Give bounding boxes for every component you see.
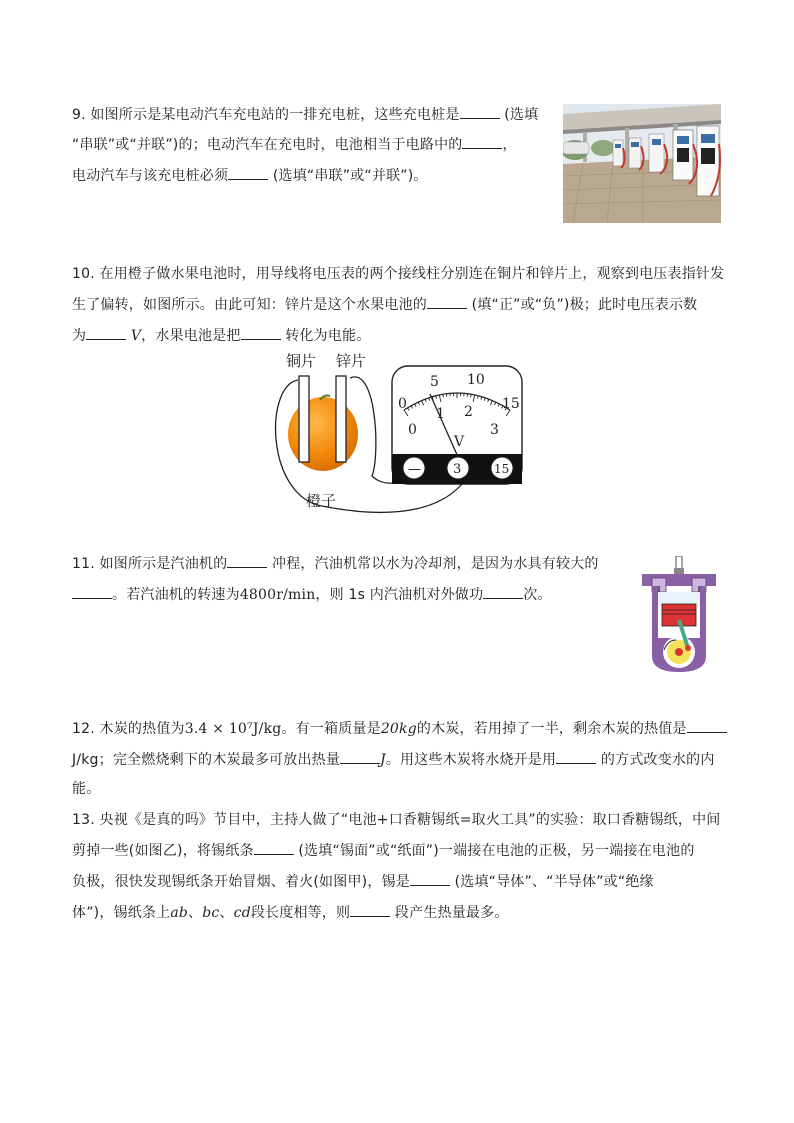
mass-value: 20kg [380, 721, 417, 737]
q11-text: ，则 1s 内汽油机对外做功 [315, 587, 484, 603]
q13-text: 负极，很快发现锡纸条开始冒烟、着火(如图甲)，锡是 [72, 874, 410, 890]
terminal-15: 15 [494, 462, 510, 476]
copper-plate [299, 376, 309, 462]
q12-text: 。用这些木炭将水烧开是用 [385, 752, 557, 768]
voltmeter [392, 366, 522, 484]
scale-top-0: 0 [398, 396, 407, 412]
unit-joule: J [380, 752, 386, 768]
scale-bottom-0: 0 [408, 422, 417, 438]
q13-line4 [72, 902, 509, 923]
q13-line3 [72, 871, 654, 892]
separator: 、 [219, 905, 234, 921]
q10-text: 转化为电能。 [280, 328, 371, 344]
q13-text: 剪掉一些(如图乙)，将锡纸条 [72, 843, 254, 859]
heat-value: 3.4 × 10⁷J/kg [184, 721, 282, 737]
terminal-3: 3 [453, 462, 462, 477]
answer-blank[interactable] [241, 325, 281, 340]
answer-blank[interactable] [254, 840, 294, 855]
q9-text: (选填 [499, 107, 539, 123]
q13-line2 [72, 840, 695, 861]
q13-text: 段长度相等，则 [250, 905, 351, 921]
q10-line1 [72, 264, 724, 284]
segment-cd: cd [233, 905, 251, 921]
zinc-label: 锌片 [336, 352, 367, 370]
q13-text: 体”)，锡纸条上 [72, 905, 171, 921]
answer-blank[interactable] [86, 325, 126, 340]
copper-label: 铜片 [286, 352, 317, 370]
answer-blank[interactable] [227, 553, 267, 568]
answer-blank[interactable] [483, 584, 523, 599]
q13-text: 13. 央视《是真的吗》节目中，主持人做了“电池+口香糖锡纸=取火工具”的实验：取口香糖锡纸，中间 [72, 812, 721, 828]
segment-bc: bc [202, 905, 220, 921]
q13-text: (选填“导体”、“半导体”或“绝缘 [449, 874, 654, 890]
q10-text: 10. 在用橙子做水果电池时，用导线将电压表的两个接线柱分别连在铜片和锌片上，观察到电压表指针发 [72, 266, 725, 282]
answer-blank[interactable] [556, 749, 596, 764]
q11-text: 。若汽油机的转速为 [112, 587, 240, 603]
orange-label: 橙子 [306, 492, 337, 510]
q11-text: 11. 如图所示是汽油机的 [72, 556, 228, 572]
answer-blank[interactable] [687, 718, 727, 733]
q10-text: 为 [72, 328, 87, 344]
q11-line1 [72, 553, 599, 574]
q12-line1 [72, 718, 727, 739]
fruit-battery-figure [262, 346, 532, 522]
answer-blank[interactable] [340, 749, 380, 764]
q10-text: ，水果电池是把 [141, 328, 241, 344]
q9-text: ， [502, 137, 517, 153]
separator: 、 [188, 905, 203, 921]
answer-blank[interactable] [410, 871, 450, 886]
q13-line1 [72, 810, 720, 830]
q12-text: J/kg；完全燃烧剩下的木炭最多可放出热量 [72, 752, 341, 768]
answer-blank[interactable] [427, 294, 467, 309]
q9-line3 [72, 165, 428, 186]
q9-text: (选填“串联”或“并联”)。 [268, 168, 428, 184]
scale-top-15: 15 [502, 396, 520, 412]
q10-line3 [72, 325, 370, 346]
answer-blank[interactable] [460, 104, 500, 119]
unit-volt: V [130, 328, 142, 344]
answer-blank[interactable] [228, 165, 268, 180]
answer-blank[interactable] [350, 902, 390, 917]
q9-text: “串联”或“并联”)的；电动汽车在充电时，电池相当于电路中的 [72, 137, 463, 153]
q12-line3 [72, 779, 100, 799]
q10-text: 生了偏转，如图所示。由此可知：锌片是这个水果电池的 [72, 297, 427, 313]
q12-text: 12. 木炭的热值为 [72, 721, 185, 737]
terminal-negative: — [408, 462, 421, 477]
scale-top-10: 10 [467, 372, 485, 388]
scale-tick [471, 394, 472, 397]
charging-station-photo [563, 104, 721, 223]
scale-tick [443, 394, 444, 397]
q12-text: 。有一箱质量是 [281, 721, 381, 737]
q11-line2 [72, 584, 552, 605]
scale-top-5: 5 [430, 374, 439, 390]
q9-line1 [72, 104, 538, 125]
answer-blank[interactable] [72, 584, 112, 599]
scale-bottom-2: 2 [464, 404, 473, 420]
q9-line2 [72, 134, 517, 155]
q10-line2 [72, 294, 697, 315]
scale-bottom-3: 3 [490, 422, 499, 438]
engine-speed: 4800r/min [239, 587, 316, 603]
answer-blank[interactable] [462, 134, 502, 149]
q12-text: 的方式改变水的内 [596, 752, 715, 768]
q11-text: 冲程，汽油机常以水为冷却剂，是因为水具有较大的 [267, 556, 599, 572]
q12-text: 能。 [72, 781, 101, 797]
gasoline-engine-figure [638, 556, 720, 674]
scale-bottom-1: 1 [436, 406, 445, 422]
q12-line2 [72, 749, 715, 770]
q12-text: 的木炭，若用掉了一半，剩余木炭的热值是 [416, 721, 687, 737]
volt-unit: V [454, 434, 465, 450]
q9-text: 电动汽车与该充电桩必须 [72, 168, 229, 184]
q11-text: 次。 [523, 587, 552, 603]
q13-text: 段产生热量最多。 [390, 905, 509, 921]
segment-ab: ab [170, 905, 189, 921]
zinc-plate [336, 376, 346, 462]
q10-text: (填“正”或“负”)极；此时电压表示数 [467, 297, 698, 313]
q9-text: 9. 如图所示是某电动汽车充电站的一排充电桩，这些充电桩是 [72, 107, 460, 123]
q13-text: (选填“锡面”或“纸面”)一端接在电池的正极，另一端接在电池的 [293, 843, 695, 859]
